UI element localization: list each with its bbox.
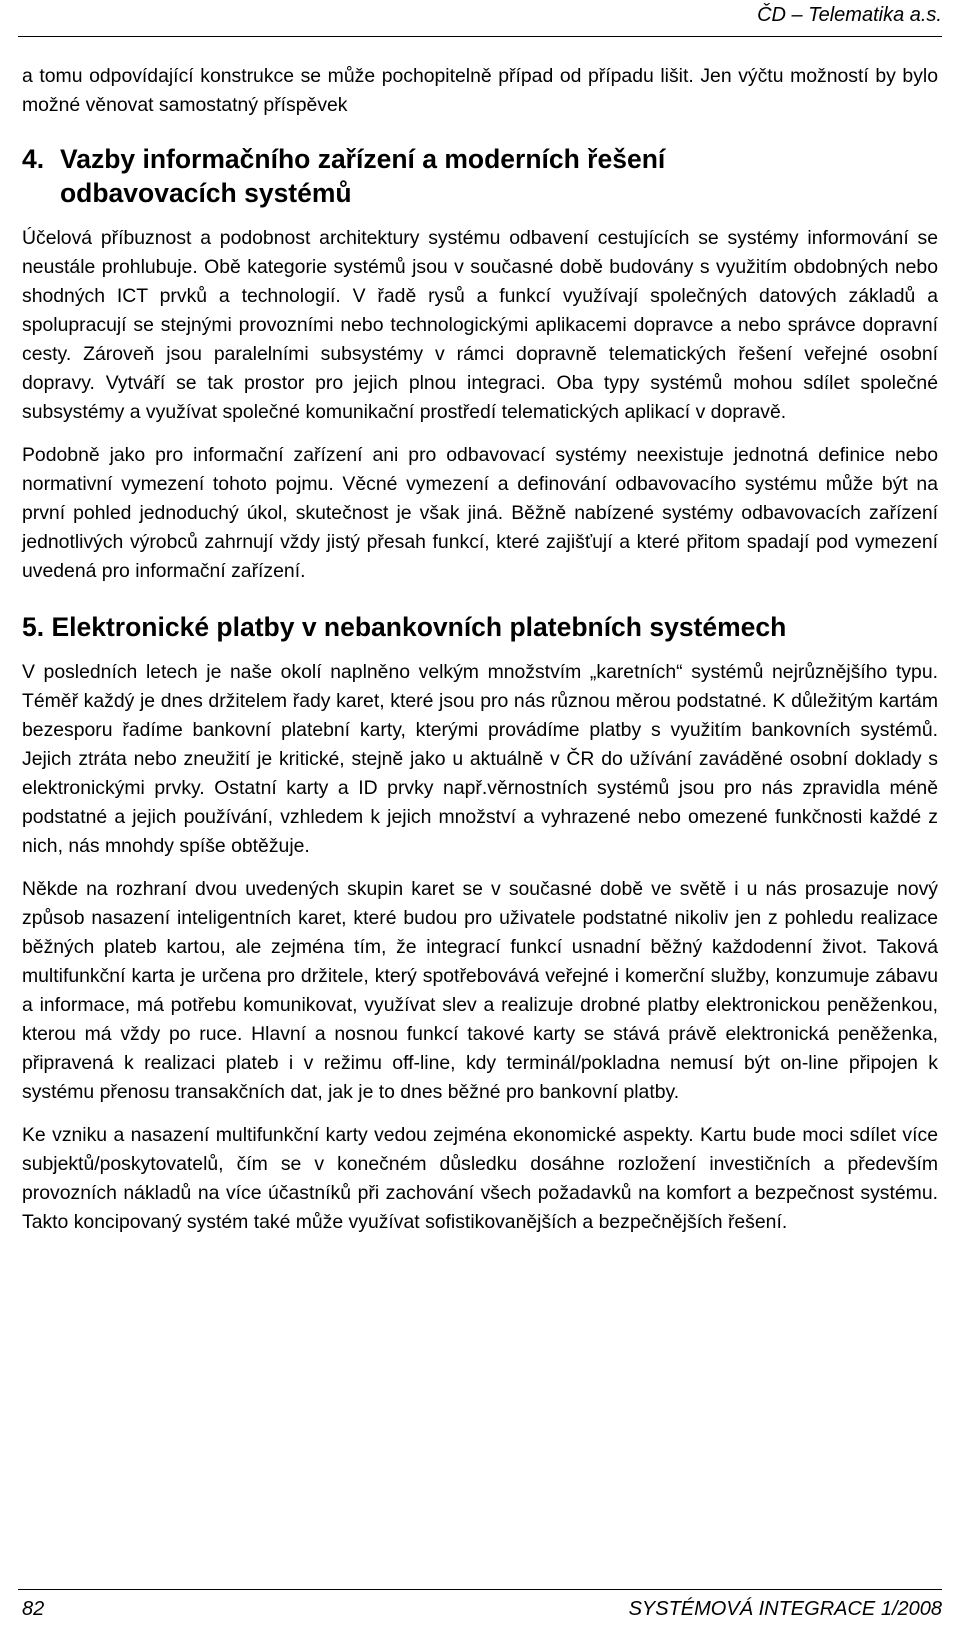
section-5-paragraph: V posledních letech je naše okolí naplněno velkým množstvím „karetních“ systémů nejrůznějšího typu. Téměř každý je dnes držitelem řady karet, které jsou pro nás různou měrou podstatné. K důležitým kartám bezesporu řadíme bankovní platební karty, kterými provádíme platby s využitím bankovních systémů. Jejich ztráta nebo zneužití je kritické, stejně jako u aktuálně v ČR do užívání zaváděné osobní doklady s elektronickými prvky. Ostatní karty a ID prvky např.věrnostních systémů jsou pro nás zpravidla méně podstatné a jejich používání, vzhledem k jejich množství a vyhrazené nebo omezené funkčnosti každé z nich, nás mnohdy spíše obtěžuje. (22, 661, 938, 857)
header-rule (18, 36, 942, 37)
journal-title: SYSTÉMOVÁ INTEGRACE 1/2008 (628, 1598, 942, 1620)
section-4-paragraph: Účelová příbuznost a podobnost architektury systému odbavení cestujících se systémy informování se neustále prohlubuje. Obě kategorie systémů jsou v současné době budovány s využitím obdobných nebo shodných ICT prvků a technologií. V řadě rysů a funkcí využívají společných datových základů a spolupracují se stejnými provozními nebo technologickými aplikacemi dopravce a nebo správce dopravní cesty. Zároveň jsou paralelními subsystémy v rámci dopravně telematických řešení veřejné osobní dopravy. Vytváří se tak prostor pro jejich plnou integraci. Oba typy systémů mohou sdílet společné subsystémy a využívat společné komunikační prostředí telematických aplikací v dopravě. (22, 227, 938, 423)
running-header: ČD – Telematika a.s. (757, 4, 942, 26)
section-4-heading (22, 142, 938, 210)
footer-rule (18, 1589, 942, 1590)
section-4-title-line2: odbavovacích systémů (60, 178, 352, 208)
section-4-title-line1: Vazby informačního zařízení a moderních řešení (60, 144, 666, 174)
section-5-paragraph: Ke vzniku a nasazení multifunkční karty vedou zejména ekonomické aspekty. Kartu bude moci sdílet více subjektů/poskytovatelů, čím se v konečném důsledku dosáhne rozložení investičních a především provozních nákladů na více účastníků při zachování všech požadavků na komfort a bezpečnost systému. Takto koncipovaný systém také může využívat sofistikovanějších a bezpečnějších řešení. (22, 1124, 938, 1233)
page-number: 82 (22, 1598, 45, 1620)
section-4-number: 4. (22, 144, 45, 174)
page-content (22, 62, 938, 1237)
section-5-paragraph: Někde na rozhraní dvou uvedených skupin karet se v současné době ve světě i u nás prosazuje nový způsob nasazení inteligentních karet, které budou pro uživatele podstatné nikoliv jen z pohledu realizace běžných plateb kartou, ale zejména tím, že integrací funkcí usnadní běžný každodenní život. Taková multifunkční karta je určena pro držitele, který spotřebovává veřejné i komerční služby, konzumuje zábavu a informace, má potřebu komunikovat, využívat slev a realizuje drobné platby elektronickou peněženkou, kterou má vždy po ruce. Hlavní a nosnou funkcí takové karty se stává právě elektronická peněženka, připravená k realizaci plateb i v režimu off-line, kdy terminál/pokladna nemusí být on-line připojen k systému přenosu transakčních dat, jak je to dnes běžné pro bankovní platby. (22, 878, 938, 1103)
intro-paragraph: a tomu odpovídající konstrukce se může pochopitelně případ od případu lišit. Jen výčtu možností by bylo možné věnovat samostatný příspěvek (22, 65, 938, 116)
section-5-heading: 5. Elektronické platby v nebankovních platebních systémech (22, 612, 787, 642)
section-4-paragraph: Podobně jako pro informační zařízení ani pro odbavovací systémy neexistuje jednotná definice nebo normativní vymezení tohoto pojmu. Věcné vymezení a definování odbavovacího systému může být na první pohled jednoduchý úkol, skutečnost je však jiná. Běžně nabízené systémy odbavovacích zařízení jednotlivých výrobců zahrnují vždy jistý přesah funkcí, které zajišťují a které přitom spadají pod vymezení uvedená pro informační zařízení. (22, 444, 938, 582)
